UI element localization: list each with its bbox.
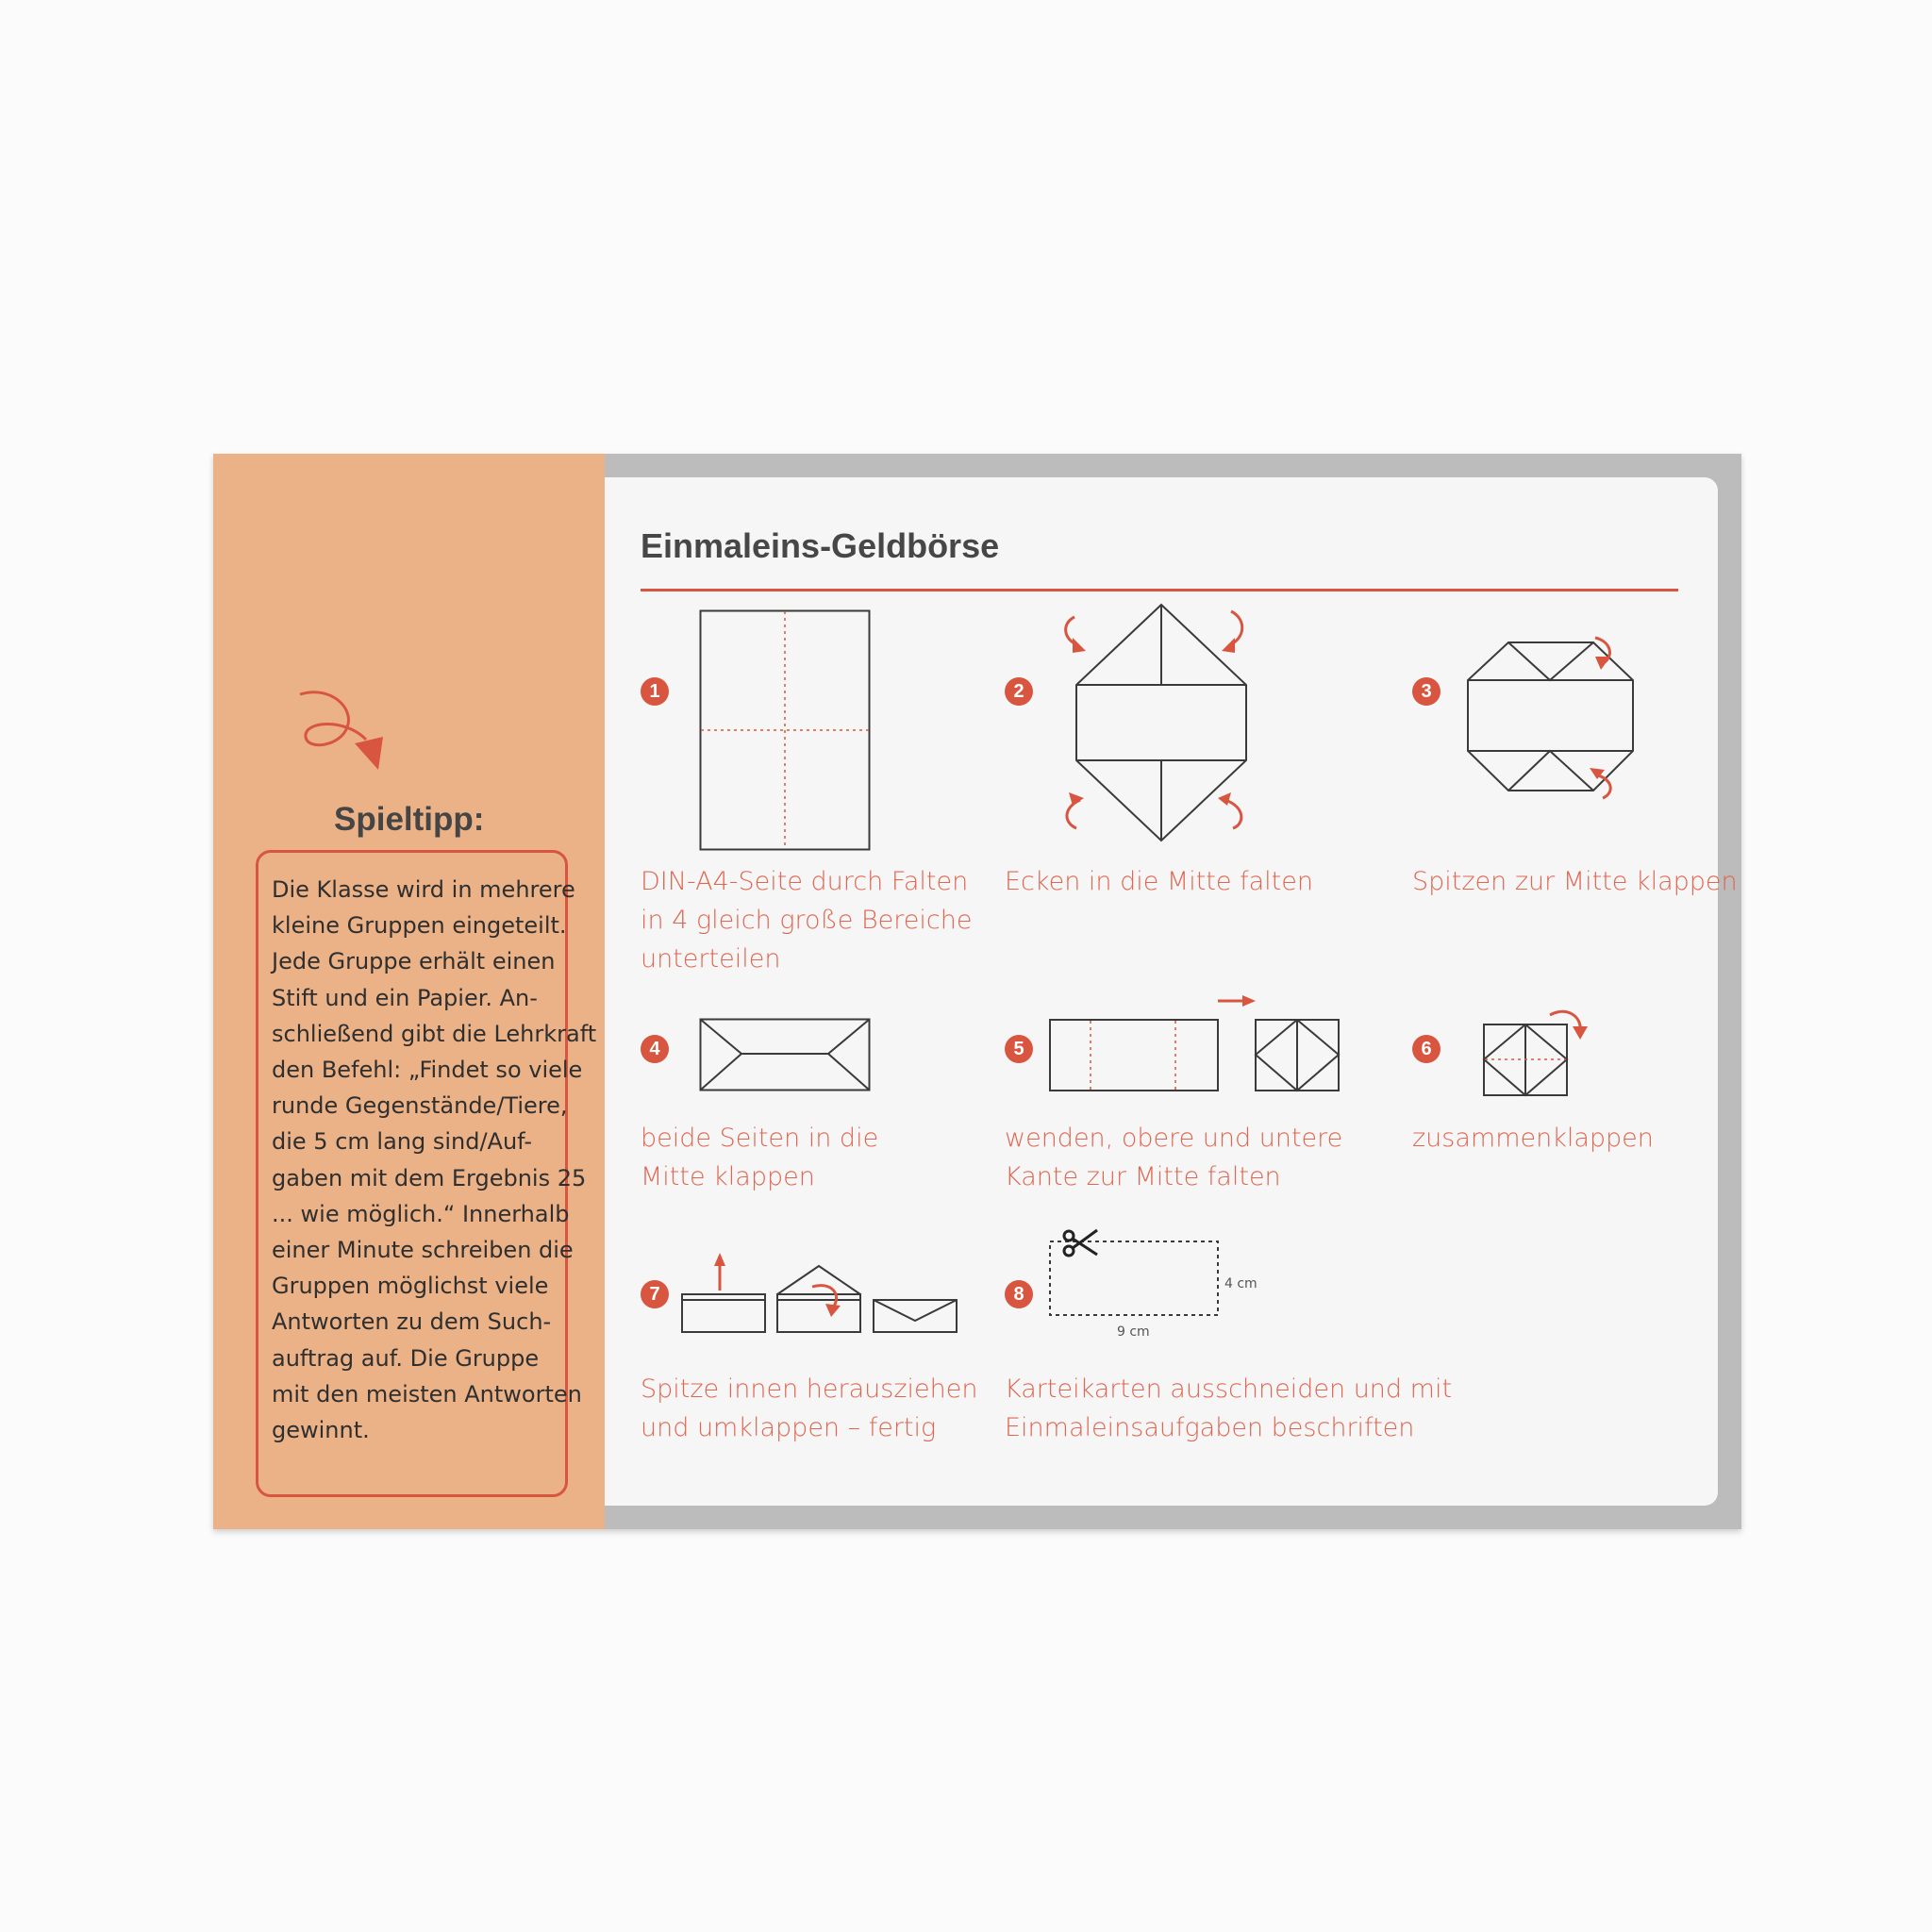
page-title: Einmaleins-Geldbörse (641, 526, 1000, 565)
caption-line: Einmaleinsaufgaben beschriften (1005, 1413, 1415, 1442)
tip-line: gewinnt. (272, 1417, 370, 1444)
step-caption (1412, 862, 1738, 901)
caption-line: beide Seiten in die (641, 1124, 879, 1153)
step-caption (1005, 1119, 1342, 1196)
instruction-card (213, 454, 1741, 1529)
tip-line: Stift und ein Papier. An- (272, 984, 538, 1011)
caption-line: Kante zur Mitte falten (1005, 1162, 1281, 1191)
card-width-label: 9 cm (1117, 1324, 1150, 1340)
step-caption (1005, 1370, 1452, 1447)
tip-line: schließend gibt die Lehrkraft (272, 1020, 597, 1047)
step5-diagram (1048, 994, 1350, 1098)
caption-line: Spitzen zur Mitte klappen (1412, 867, 1738, 896)
step7-diagram (680, 1251, 963, 1336)
step-caption (1005, 862, 1313, 901)
step3-diagram (1463, 638, 1642, 808)
tip-panel (213, 454, 605, 1529)
step-number: 7 (641, 1280, 669, 1308)
caption-line: und umklappen – fertig (641, 1413, 937, 1442)
step2-diagram (1048, 591, 1274, 845)
step-caption (1412, 1119, 1654, 1158)
step-caption (641, 1119, 878, 1196)
card-height-label: 4 cm (1224, 1276, 1257, 1291)
tip-text (272, 872, 597, 1448)
step-number: 4 (641, 1035, 669, 1063)
step4-diagram (699, 1018, 871, 1093)
tip-line: kleine Gruppen eingeteilt. (272, 912, 567, 940)
step-number: 1 (641, 677, 669, 706)
step-number: 8 (1005, 1280, 1033, 1308)
tip-line: Gruppen möglichst viele (272, 1273, 549, 1300)
step1-diagram (699, 609, 871, 851)
tip-title: Spieltipp: (334, 801, 485, 838)
caption-line: wenden, obere und untere (1005, 1124, 1343, 1153)
tip-line: ... wie möglich.“ Innerhalb (272, 1200, 570, 1227)
caption-line: in 4 gleich große Bereiche (641, 906, 973, 935)
step8-diagram (1048, 1223, 1227, 1317)
instructions-panel (605, 477, 1738, 1506)
tip-line: auftrag auf. Die Gruppe (272, 1344, 540, 1372)
tip-line: einer Minute schreiben die (272, 1237, 574, 1264)
step-number: 3 (1412, 677, 1441, 706)
caption-line: Mitte klappen (641, 1162, 815, 1191)
caption-line: zusammenklappen (1412, 1124, 1654, 1153)
tip-line: mit den meisten Antworten (272, 1380, 582, 1407)
curly-arrow-icon (289, 685, 402, 789)
step-caption (641, 862, 972, 978)
tip-line: Antworten zu dem Such- (272, 1308, 552, 1336)
caption-line: unterteilen (641, 944, 781, 974)
tip-line: Die Klasse wird in mehrere (272, 876, 575, 903)
tip-box (256, 850, 597, 1497)
tip-line: den Befehl: „Findet so viele (272, 1057, 583, 1084)
tip-line: Jede Gruppe erhält einen (272, 948, 556, 975)
caption-line: Karteikarten ausschneiden und mit (1005, 1374, 1453, 1404)
step6-diagram (1482, 1006, 1595, 1119)
step-number: 6 (1412, 1035, 1441, 1063)
tip-line: gaben mit dem Ergebnis 25 (272, 1164, 587, 1191)
step-number: 5 (1005, 1035, 1033, 1063)
step-caption (641, 1370, 977, 1447)
step-number: 2 (1005, 677, 1033, 706)
caption-line: Ecken in die Mitte falten (1005, 867, 1313, 896)
tip-line: die 5 cm lang sind/Auf- (272, 1128, 532, 1156)
tip-line: runde Gegenstände/Tiere, (272, 1092, 568, 1120)
scissors-icon (1064, 1230, 1097, 1256)
caption-line: Spitze innen herausziehen (641, 1374, 978, 1404)
caption-line: DIN-A4-Seite durch Falten (641, 867, 969, 896)
